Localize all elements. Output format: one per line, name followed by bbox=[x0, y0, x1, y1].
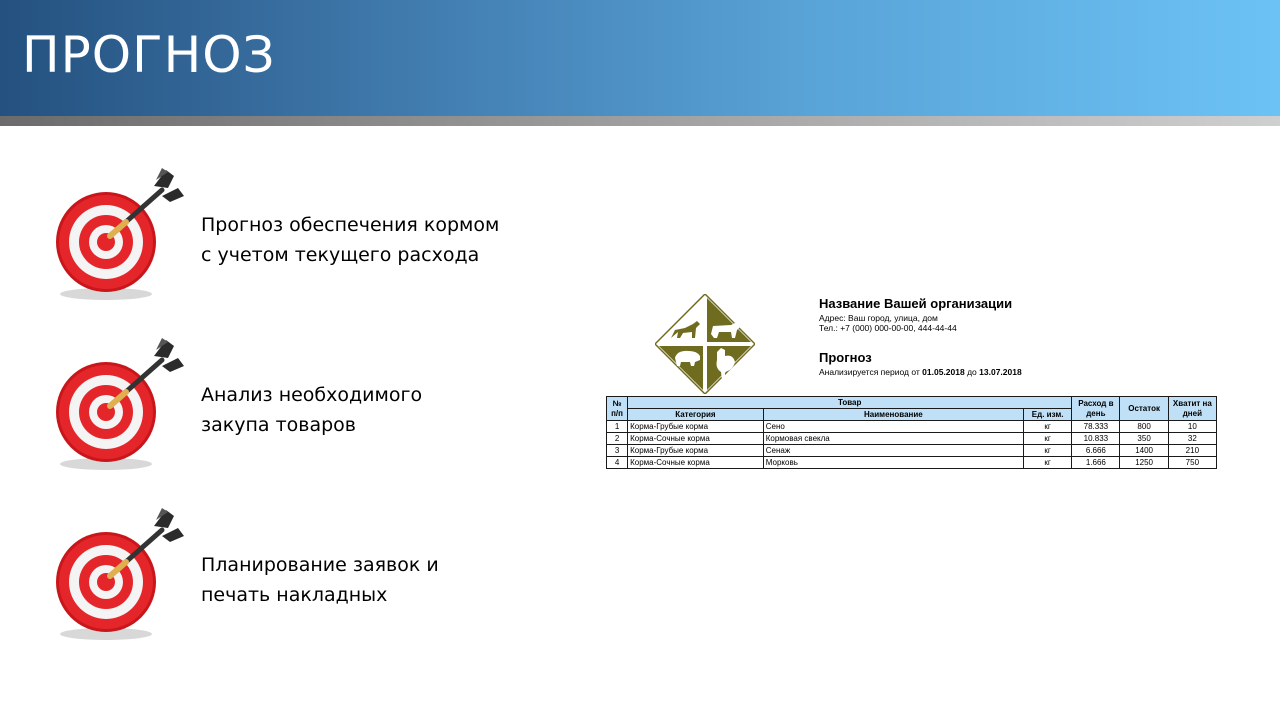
cell-days: 10 bbox=[1168, 421, 1216, 433]
bullet-item-forecast bbox=[50, 166, 570, 306]
cell-unit: кг bbox=[1024, 457, 1072, 469]
cell-stock: 800 bbox=[1120, 421, 1168, 433]
col-num: № п/п bbox=[607, 397, 628, 421]
target-dart-icon bbox=[50, 336, 190, 476]
cell-num: 1 bbox=[607, 421, 628, 433]
target-dart-icon bbox=[50, 166, 190, 306]
col-rate: Расход в день bbox=[1072, 397, 1120, 421]
cell-rate: 10.833 bbox=[1072, 433, 1120, 445]
page-title: ПРОГНОЗ bbox=[22, 26, 276, 84]
bullet-text bbox=[201, 550, 581, 610]
cell-stock: 350 bbox=[1120, 433, 1168, 445]
cell-name: Сенаж bbox=[763, 445, 1023, 457]
cell-name: Сено bbox=[763, 421, 1023, 433]
col-category: Категория bbox=[628, 409, 764, 421]
cell-name: Морковь bbox=[763, 457, 1023, 469]
header-divider bbox=[0, 116, 1280, 126]
report-title: Прогноз bbox=[819, 350, 872, 365]
period-from: 01.05.2018 bbox=[922, 367, 965, 377]
period-mid: до bbox=[967, 367, 977, 377]
report-period bbox=[819, 367, 1022, 377]
cell-category: Корма-Сочные корма bbox=[628, 457, 764, 469]
cell-unit: кг bbox=[1024, 433, 1072, 445]
bullet-line: с учетом текущего расхода bbox=[201, 244, 480, 266]
report-preview bbox=[606, 292, 1218, 482]
cell-category: Корма-Сочные корма bbox=[628, 433, 764, 445]
cell-days: 32 bbox=[1168, 433, 1216, 445]
cell-name: Кормовая свекла bbox=[763, 433, 1023, 445]
cell-unit: кг bbox=[1024, 421, 1072, 433]
bullet-line: Анализ необходимого bbox=[201, 384, 423, 406]
bullet-item-analysis bbox=[50, 336, 570, 476]
bullet-line: Прогноз обеспечения кормом bbox=[201, 214, 500, 236]
cell-days: 750 bbox=[1168, 457, 1216, 469]
header-bar bbox=[0, 0, 1280, 116]
cell-stock: 1400 bbox=[1120, 445, 1168, 457]
org-address: Адрес: Ваш город, улица, дом bbox=[819, 313, 938, 323]
cell-rate: 6.666 bbox=[1072, 445, 1120, 457]
table-row bbox=[607, 457, 1217, 469]
col-name: Наименование bbox=[763, 409, 1023, 421]
col-days: Хватит на дней bbox=[1168, 397, 1216, 421]
cell-category: Корма-Грубые корма bbox=[628, 445, 764, 457]
period-to: 13.07.2018 bbox=[979, 367, 1022, 377]
period-prefix: Анализируется период от bbox=[819, 367, 920, 377]
bullet-line: закупа товаров bbox=[201, 414, 356, 436]
cell-rate: 78.333 bbox=[1072, 421, 1120, 433]
bullet-item-planning bbox=[50, 506, 570, 646]
bullet-line: печать накладных bbox=[201, 584, 388, 606]
col-stock: Остаток bbox=[1120, 397, 1168, 421]
cell-days: 210 bbox=[1168, 445, 1216, 457]
org-phone: Тел.: +7 (000) 000-00-00, 444-44-44 bbox=[819, 323, 957, 333]
forecast-table bbox=[606, 396, 1217, 469]
table-row bbox=[607, 433, 1217, 445]
bullet-text bbox=[201, 380, 581, 440]
cell-num: 3 bbox=[607, 445, 628, 457]
farm-animals-logo bbox=[655, 294, 755, 394]
table-row bbox=[607, 445, 1217, 457]
table-row bbox=[607, 421, 1217, 433]
bullet-text bbox=[201, 210, 581, 270]
cell-num: 4 bbox=[607, 457, 628, 469]
org-name: Название Вашей организации bbox=[819, 296, 1013, 311]
cell-stock: 1250 bbox=[1120, 457, 1168, 469]
cell-category: Корма-Грубые корма bbox=[628, 421, 764, 433]
target-dart-icon bbox=[50, 506, 190, 646]
cell-rate: 1.666 bbox=[1072, 457, 1120, 469]
cell-num: 2 bbox=[607, 433, 628, 445]
cell-unit: кг bbox=[1024, 445, 1072, 457]
bullet-line: Планирование заявок и bbox=[201, 554, 439, 576]
col-unit: Ед. изм. bbox=[1024, 409, 1072, 421]
col-product: Товар bbox=[628, 397, 1072, 409]
